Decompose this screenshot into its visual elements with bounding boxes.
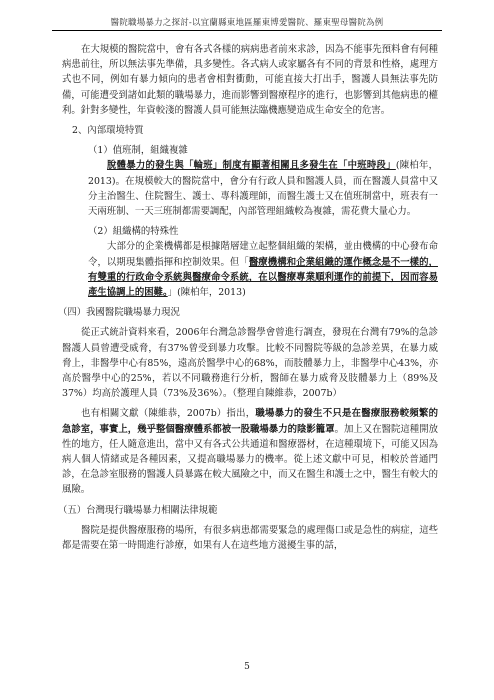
paragraph-shift-rest: (陳柏年，2013)。在規模較大的醫院當中，會分有行政人員和醫護人員，而在醫護人員當中又分主治醫生、住院醫生、護士、專科護理師，而醫生護士又在值班制當中，班表有一天兩班制、一天三班制都需要調配，內部管理組織較為複雜，需花費大量心力。 [88,160,438,218]
citation-chen: 」(陳柏年，2013) [167,287,246,299]
paragraph-organization [62,239,438,300]
paragraph-literature [62,406,438,497]
header-rule [52,30,442,31]
emphasis-dual-command: 醫療機構和企業組織的運作概念是不一樣的，有雙重的行政命令系統與醫療命令系統，在以醫療專業順利運作的前提下，因而容易產生協調上的困難。 [88,256,438,299]
paragraph-literature-a: 也有相關文獻（陳維恭，2007b）指出， [81,408,256,420]
heading-current-status: （四）我國醫院職場暴力現況 [58,307,180,319]
heading-organization-special: （2）組織構的特殊性 [88,226,179,238]
paragraph-variability: 在大規模的醫院當中，會有各式各樣的病病患者前來求診，因為不能事先預料會有何種病患前往，所以無法事先準備，具多變性。各式病人或家屬各有不同的背景和性格，處理方式也不同，例如有暴力傾向的患者會相對衝動，可能直接大打出手，醫護人員無法事先防備，可能遭受到諸如此類的職場暴力，進而影響到醫療程序的進行，也影響到其他病患的權利。針對多變性，年資較淺的醫護人員可能無法臨機應變造成生命安全的危害。 [62,44,438,116]
page-number: 5 [244,662,250,672]
heading-legal-norms: （五）台灣現行職場暴力相關法律規範 [58,504,218,516]
heading-internal-environment: 2、內部環境特質 [72,125,144,137]
paragraph-statistics: 從正式統計資料來看，2006年台灣急診醫學會曾進行調查，發現在台灣有79%的急診醫護人員曾遭受威脅，有37%曾受到暴力攻擊。比較不同醫院等級的急診差異，在暴力威脅上，非醫學中心有85%，遠高於醫學中心的68%，而肢體暴力上，非醫學中心43%，亦高於醫學中心的25%，若以不同職務進行分析，醫師在暴力威脅及肢體暴力上（89%及37%）均高於護理人員（73%及36%）。（整理自陳維恭，2007b） [62,327,438,400]
paragraph-shift-system [62,158,438,219]
heading-shift-system: （1）值班制，組織複雜 [88,145,188,157]
emphasis-whole-system: 職場暴力的發生不只是在醫療服務較頻繁的急診室，事實上，幾乎整個醫療體系都被一股職場暴力的陰影籠罩 [62,408,438,435]
paragraph-legal: 醫院是提供醫療服務的場所，有很多病患都需要緊急的處理傷口或是急性的病症，這些都是需要在第一時間進行診療，如果有人在這些地方滋擾生事的話， [62,524,438,552]
running-head: 醫院職場暴力之探討-以宜蘭縣東地區羅東博愛醫院、羅東聖母醫院為例 [110,18,384,28]
paragraph-organization-a: 大部分的企業機構都是根據階層建立起整個組織的架構，並由機構的中心發布命令，以期現集體指揮和控制效果。但「 [88,241,438,268]
body-text [58,42,438,553]
paragraph-literature-rest: 。加上又在醫院這種開放性的地方，任人隨意進出，當中又有各式公共通道和醫療器材，在這種環境下，可能又因為病人個人情緒或是各種因素，又提高職場暴力的機率。從上述文獻中可見，相較於普通門診，在急診室服務的醫護人員暴露在較大風險之中，而又在醫生和護士之中，醫生有較大的風險。 [62,423,438,496]
emphasis-shift-violence: 脫體暴力的發生與「輪班」制度有顯著相關且多發生在「中班時段」 [107,160,396,172]
